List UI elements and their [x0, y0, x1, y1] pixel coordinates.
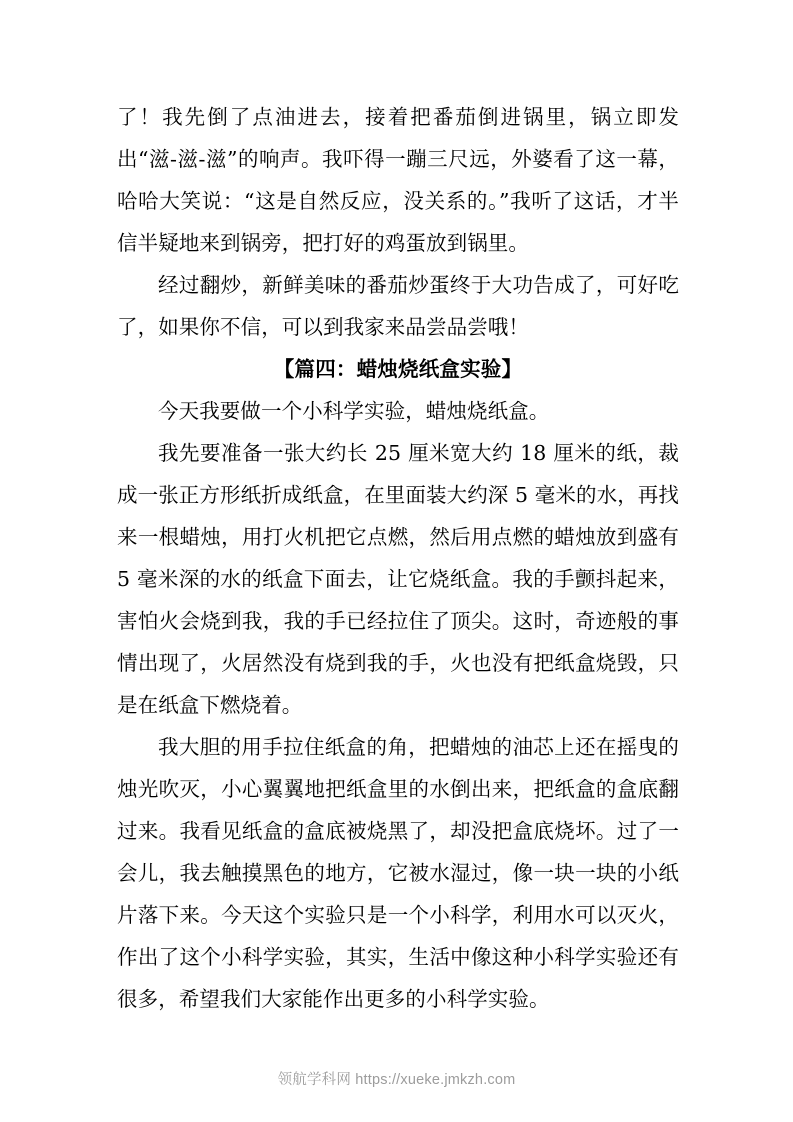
document-body	[117, 96, 679, 1020]
paragraph-experiment-preparation: 我先要准备一张大约长 25 厘米宽大约 18 厘米的纸，裁成一张正方形纸折成纸盒，在里面装大约深 5 毫米的水，再找来一根蜡烛，用打火机把它点燃，然后用点燃的蜡烛放到盛有 5 毫米深的水的纸盒下面去，让它烧纸盒。我的手颤抖起来，害怕火会烧到我，我的手已经拉住了顶尖。这时，奇迹般的事情出现了，火居然没有烧到我的手，火也没有把纸盒烧毁，只是在纸盒下燃烧着。	[117, 441, 679, 717]
section-heading-candle-paper-box-experiment: 【篇四：蜡烛烧纸盒实验】	[273, 357, 523, 381]
paragraph-tomato-egg-cooking: 了！我先倒了点油进去，接着把番茄倒进锅里，锅立即发出“滋-滋-滋”的响声。我吓得一蹦三尺远，外婆看了这一幕，哈哈大笑说：“这是自然反应，没关系的。”我听了这话，才半信半疑地来到锅旁，把打好的鸡蛋放到锅里。	[117, 105, 679, 255]
paragraph-experiment-intro: 今天我要做一个小科学实验，蜡烛烧纸盒。	[158, 399, 550, 423]
footer-watermark: 领航学科网 https://xueke.jmkzh.com	[277, 1072, 516, 1088]
paragraph-tomato-egg-finished: 经过翻炒，新鲜美味的番茄炒蛋终于大功告成了，可好吃了，如果你不信，可以到我家来品尝品尝哦！	[117, 273, 679, 339]
paragraph-experiment-conclusion: 我大胆的用手拉住纸盒的角，把蜡烛的油芯上还在摇曳的烛光吹灭，小心翼翼地把纸盒里的水倒出来，把纸盒的盒底翻过来。我看见纸盒的盒底被烧黑了，却没把盒底烧坏。过了一会儿，我去触摸黑色的地方，它被水湿过，像一块一块的小纸片落下来。今天这个实验只是一个小科学，利用水可以灭火，作出了这个小科学实验，其实，生活中像这种小科学实验还有很多，希望我们大家能作出更多的小科学实验。	[117, 735, 679, 1011]
